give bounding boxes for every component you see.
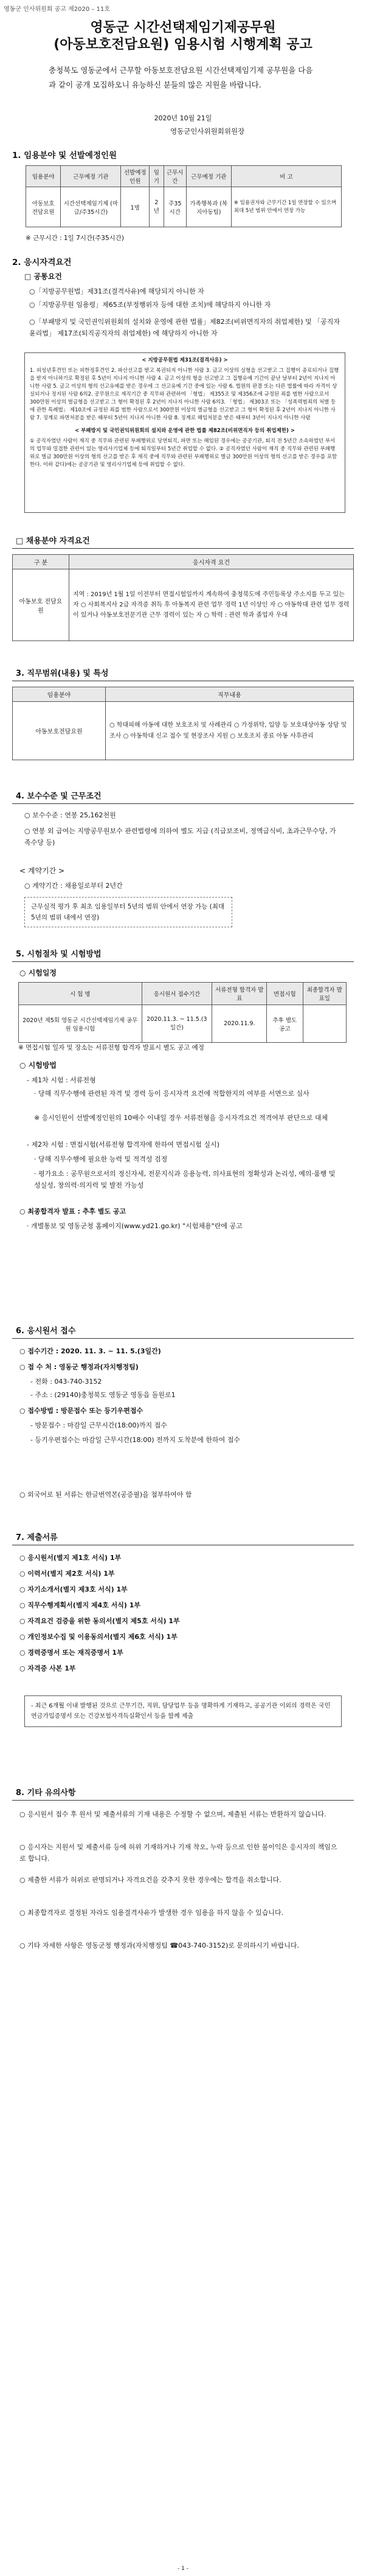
doc: ○ 경력증명서 또는 재직증명서 1부 bbox=[19, 1649, 123, 1657]
duty-table bbox=[12, 687, 354, 760]
period: ○ 접수기간 : 2020. 11. 3. ~ 11. 5.(3일간) bbox=[19, 1347, 161, 1355]
announcement-date: 2020년 10월 21일 bbox=[154, 114, 212, 122]
th: 임기 bbox=[150, 166, 164, 187]
contract-period: ○ 계약기간 : 채용일로부터 2년간 bbox=[24, 882, 123, 890]
translation-note: ○ 외국어로 된 서류는 한글번역본(공증필)을 첨부하여야 함 bbox=[19, 1491, 192, 1499]
th: 직무내용 bbox=[106, 687, 354, 702]
cell: 아동보호전담요원 bbox=[13, 702, 106, 760]
th: 근무예정 기관 bbox=[186, 166, 231, 187]
cell: 2020.11.9. bbox=[212, 1005, 267, 1043]
method-1: - 제1차 시험 : 서류전형 bbox=[27, 1076, 96, 1084]
contract-heading: < 계약기간 > bbox=[19, 867, 65, 875]
cell: 추후 별도 공고 bbox=[267, 1005, 303, 1043]
cell: 2년 bbox=[150, 187, 164, 227]
requirement-c: ○「부패방지 및 국민권익위원회의 설치와 운영에 관한 법률」제82조(비위면직자의 취업제한) 및 「공직자윤리법」 제17조(퇴직공직자의 취업제한) 에 해당하지 아니한 자 bbox=[29, 318, 340, 337]
schedule-note: ※ 면접시험 일자 및 장소는 서류전형 합격자 발표시 별도 공고 예정 bbox=[18, 1044, 204, 1051]
th: 임용분야 bbox=[26, 166, 61, 187]
th: 임용분야 bbox=[13, 687, 106, 702]
work-hours-note: ※ 근무시간 : 1일 7시간(주35시간) bbox=[26, 235, 125, 242]
doc: ○ 직무수행계획서(별지 제4호 서식) 1부 bbox=[19, 1601, 141, 1609]
th: 최종합격자 발표일 bbox=[303, 983, 346, 1005]
doc: ○ 응시원서(별지 제1호 서식) 1부 bbox=[19, 1554, 122, 1562]
cell: 2020.11.3. ~ 11.5.(3일간) bbox=[142, 1005, 212, 1043]
doc: ○ 자격요건 검증을 위한 동의서(별지 제5호 서식) 1부 bbox=[19, 1617, 180, 1625]
th: 서류전형 합격자 발표 bbox=[212, 983, 267, 1005]
method: ○ 접수방법 : 방문접수 또는 등기우편접수 bbox=[19, 1407, 143, 1415]
box-text: ① 공직자였던 사람이 재직 중 직무와 관련된 부패행위로 당연퇴직, 파면 또는 해임된 경우에는 공공기관, 퇴직 전 5년간 소속하였던 부서의 업무와 밀접한 관련이 있는 영리사기업체 등에 퇴직일부터 5년간 취업할 수 없다. ② 공직자였던 사람이 재직 중 직무와 관련된 부패행위로 벌금 300만원 이상의 형의 선고를 받은 후 재직 중에 직무와 관련된 부패행위로 벌금 300만원 이상의 형의 선고를 받은 경우를 포함한다. 이하 같다)에는 공공기관 및 영리사기업체 등에 취업할 수 없다. bbox=[30, 438, 337, 468]
cell: 시간선택제임기제 (마급/주35시간) bbox=[61, 187, 121, 227]
document-note-box: - 최근 6개월 이내 발행된 것으로 근무기간, 직위, 담당업무 등을 명확하게 기재하고, 공공기관 이외의 경력은 국민연금가입증명서 또는 건강보험자격득실확인서 등을 함께 제출 bbox=[24, 1695, 342, 1727]
doc: ○ 자격증 사본 1부 bbox=[19, 1664, 76, 1672]
notice: ○ 응시자는 지원서 및 제출서류 등에 허위 기재하거나 기재 착오, 누락 등으로 인한 불이익은 응시자의 책임으로 합니다. bbox=[19, 1843, 337, 1863]
th: 근무시간 bbox=[164, 166, 186, 187]
disqualification-box bbox=[24, 352, 345, 513]
doc: ○ 이력서(별지 제2호 서식) 1부 bbox=[19, 1570, 115, 1578]
signature: 영동군인사위원회위원장 bbox=[170, 127, 245, 136]
recruitment-table bbox=[26, 165, 342, 227]
section-2-heading: 2. 응시자격요건 bbox=[12, 258, 72, 267]
section-8-heading: 8. 기타 유의사항 bbox=[12, 1787, 354, 1801]
cell: ○ 학대피해 아동에 대한 보호조치 및 사례관리 ○ 가정위탁, 입양 등 보호대상아동 상담 및 조사 ○ 아동학대 신고 접수 및 현장조사 지원 ○ 보호조치 종료 아동 사후관리 bbox=[106, 702, 354, 760]
schedule-table bbox=[18, 982, 347, 1043]
intro-text: 충청북도 영동군에서 근무할 아동보호전담요원 시간선택제임기제 공무원을 다음과 같이 공개 모집하오니 유능하신 분들의 많은 지원을 바랍니다. bbox=[49, 66, 313, 89]
cell: 2020년 제5회 영동군 시간선택제임기제 공무원 임용시험 bbox=[19, 1005, 142, 1043]
page-title-line1: 영동군 시간선택제임기제공무원 bbox=[90, 20, 276, 35]
section-6-heading: 6. 응시원서 접수 bbox=[12, 1325, 354, 1339]
section-7-heading: 7. 제출서류 bbox=[12, 1531, 354, 1545]
page-title-line2: (아동보호전담요원) 임용시험 시행계획 공고 bbox=[54, 37, 312, 52]
notice: ○ 기타 자세한 사항은 영동군청 행정과(자치행정팀 ☎043-740-3152)로 문의하시기 바랍니다. bbox=[19, 1942, 300, 1949]
schedule-heading: ○ 시험일정 bbox=[19, 969, 57, 977]
method-1-note: ※ 응시인원이 선발예정인원의 10배수 이내일 경우 서류전형을 응시자격요건 적격여부 판단으로 대체 bbox=[34, 1114, 328, 1122]
th: 응시원서 접수기간 bbox=[142, 983, 212, 1005]
th: 구 분 bbox=[13, 555, 69, 569]
method-heading: ○ 시험방법 bbox=[19, 1061, 57, 1070]
address: - 주소 : (29140)충청북도 영동군 영동읍 돌원로1 bbox=[30, 1391, 176, 1399]
cell: 아동보호 전담요원 bbox=[13, 569, 69, 641]
notice: ○ 최종합격자로 결정된 자라도 임용결격사유가 발생한 경우 임용을 하지 않을 수 있습니다. bbox=[19, 1909, 284, 1917]
section-1-heading: 1. 임용분야 및 선발예정인원 bbox=[12, 151, 117, 160]
common-requirements-heading: □ 공통요건 bbox=[24, 272, 62, 281]
requirement-b: ○「지방공무원 임용령」제65조(부정행위자 등에 대한 조치)에 해당하지 아니한 자 bbox=[29, 301, 271, 309]
box-title: < 지방공무원법 제31조(결격사유) > bbox=[142, 357, 228, 363]
method-2: - 제2차 시험 : 면접시험(서류전형 합격자에 한하여 면접시험 실시) bbox=[27, 1141, 219, 1149]
cell: 1명 bbox=[121, 187, 150, 227]
box-text: 1. 피성년후견인 또는 피한정후견인 2. 파산선고를 받고 복권되지 아니한 사람 3. 금고 이상의 실형을 선고받고 그 집행이 종료되거나 집행을 받지 아니하기로 확정된 후 5년이 지나지 아니한 사람 4. 금고 이상의 형을 선고받고 그 집행유예 기간이 끝난 날부터 2년이 지나지 아니한 사람 5. 금고 이상의 형의 선고유예를 받은 경우에 그 선고유예 기간 중에 있는 사람 6. 법원의 판결 또는 다른 법률에 따라 자격이 상실되거나 정지된 사람 6의2. 공무원으로 재직기간 중 직무와 관련하여 「형법」 제355조 및 제356조에 규정된 죄를 범한 사람으로서 300만원 이상의 벌금형을 선고받고 그 형이 확정된 후 2년이 지나지 아니한 사람 6의3. 「형법」 제303조 또는 「성폭력범죄의 처벌 등에 관한 특례법」 제10조에 규정된 죄를 범한 사람으로서 300만원 이상의 벌금형을 선고받고 그 형이 확정된 후 2년이 지나지 아니한 사람 7. 징계로 파면처분을 받은 때부터 5년이 지나지 아니한 사람 8. 징계로 해임처분을 받은 때부터 3년이 지나지 아니한 사람 bbox=[30, 368, 339, 421]
section-4-heading: 4. 보수수준 및 근무조건 bbox=[12, 790, 354, 804]
title-block bbox=[0, 19, 366, 53]
contract-extension-box: 근무실적 평가 후 최초 임용일부터 5년의 범위 안에서 연장 가능 (최대 5년의 범위 내에서 연장) bbox=[24, 897, 232, 927]
cell: ※ 임용권자와 근무기간 1일 연장할 수 있으며 최대 5년 범위 안에서 연장 가능 bbox=[231, 187, 341, 227]
box-title: < 부패방지 및 국민권익위원회의 설치와 운영에 관한 법률 제82조(비위면직자 등의 취업제한) > bbox=[75, 428, 295, 434]
office: ○ 접 수 처 : 영동군 행정과(자치행정팀) bbox=[19, 1363, 139, 1371]
pay-level: ○ 보수수준 : 연봉 25,162천원 bbox=[24, 811, 116, 819]
final-announcement-detail: · 개별통보 및 영동군청 홈페이지(www.yd21.go.kr) "시험채용"란에 공고 bbox=[27, 1222, 243, 1230]
th: 시 험 명 bbox=[19, 983, 142, 1005]
pay-extra: ○ 연봉 외 급여는 지방공무원보수 관련법령에 의하여 별도 지급 (직급보조비, 정액급식비, 초과근무수당, 가족수당 등) bbox=[24, 827, 336, 847]
page-number: - 1 - bbox=[178, 2566, 188, 2572]
section-3-heading: 3. 직무범위(내용) 및 특성 bbox=[12, 667, 354, 681]
qualification-table bbox=[12, 554, 354, 641]
final-announcement: ○ 최종합격자 발표 : 추후 별도 공고 bbox=[19, 1207, 126, 1215]
section-5-heading: 5. 시험절차 및 시험방법 bbox=[12, 948, 354, 962]
th: 면접시험 bbox=[267, 983, 303, 1005]
cell: 주35시간 bbox=[164, 187, 186, 227]
method-1-detail: · 당해 직무수행에 관련된 자격 및 경력 등이 응시자격 요건에 적합한지의 여부를 서면으로 심사 bbox=[34, 1090, 309, 1097]
notice: ○ 제출한 서류가 허위로 판명되거나 자격요건을 갖추지 못한 경우에는 합격을 취소합니다. bbox=[19, 1876, 281, 1884]
cell: 가족행복과 (복지아동팀) bbox=[186, 187, 231, 227]
method-2-detail: · 당해 직무수행에 필요한 능력 및 적격성 검정 bbox=[34, 1155, 168, 1163]
phone: - 전화 : 043-740-3152 bbox=[30, 1378, 102, 1386]
th: 근무예정 기관 bbox=[61, 166, 121, 187]
method-2-criteria: · 평가요소 : 공무원으로서의 정신자세, 전문지식과 응용능력, 의사표현의 정확성과 논리성, 예의·품행 및 성실성, 창의력·의지력 및 발전 가능성 bbox=[34, 1170, 336, 1189]
th: 응시자격 요건 bbox=[69, 555, 354, 569]
visit: - 방문접수 : 마감일 근무시간(18:00)까지 접수 bbox=[30, 1421, 167, 1429]
notice: ○ 응시원서 접수 후 원서 및 제출서류의 기재 내용은 수정할 수 없으며, 제출된 서류는 반환하지 않습니다. bbox=[19, 1810, 326, 1818]
announcement-number: 영동군 인사위원회 공고 제2020 – 11호 bbox=[4, 6, 110, 13]
doc: ○ 자기소개서(별지 제3호 서식) 1부 bbox=[19, 1585, 128, 1593]
cell: 지역 : 2019년 1월 1일 이전부터 면접시험일까지 계속하여 충청북도에 주민등록상 주소지를 두고 있는 자 ○ 사회복지사 2급 자격증 취득 후 아동복지 관련 업무 경력 1년 이상인 자 ○ 아동학대 관련 업무 경력이 있거나 아동보호전문기관 근무 경력이 있는 자 ○ 학력 : 관련 학과 졸업자 우대 bbox=[69, 569, 354, 641]
th: 비 고 bbox=[231, 166, 341, 187]
requirement-a: ○「지방공무원법」제31조(결격사유)에 해당되지 아니한 자 bbox=[29, 287, 204, 295]
doc: ○ 개인정보수집 및 이용동의서(별지 제6호 서식) 1부 bbox=[19, 1633, 178, 1641]
cell: 아동보호 전담요원 bbox=[26, 187, 61, 227]
th: 선발예정 인원 bbox=[121, 166, 150, 187]
cell bbox=[303, 1005, 346, 1043]
qualification-heading: □ 채용분야 자격요건 bbox=[12, 535, 354, 549]
mail: - 등기우편접수는 마감일 근무시간(18:00) 전까지 도착분에 한하여 접수 bbox=[30, 1436, 241, 1444]
